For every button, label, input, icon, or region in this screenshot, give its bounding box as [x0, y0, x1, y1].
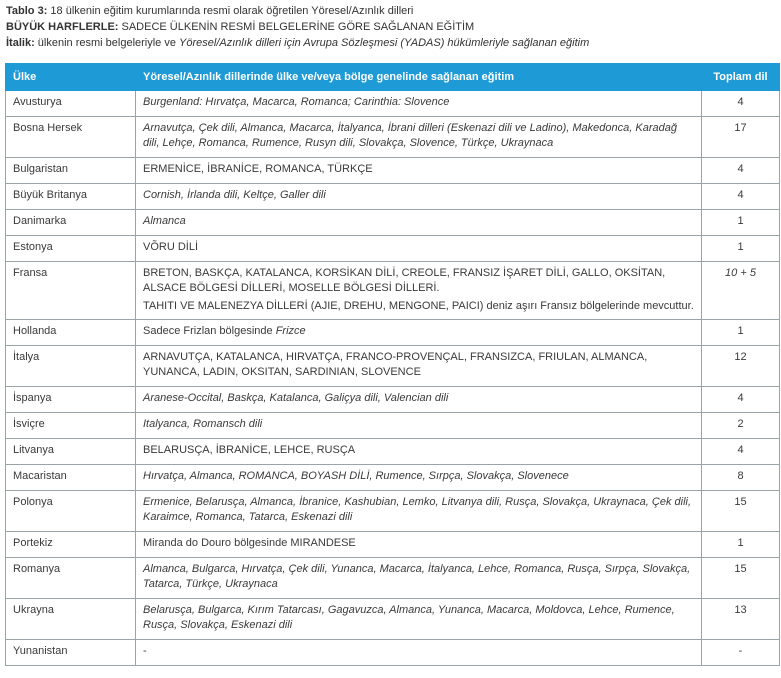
table-row	[6, 532, 780, 558]
cell-total: 15	[702, 558, 780, 599]
table-row	[6, 346, 780, 387]
table-row	[6, 491, 780, 532]
cell-education	[136, 320, 702, 346]
caption-legend-caps-label: BÜYÜK HARFLERLE:	[6, 21, 119, 33]
cell-total: 1	[702, 236, 780, 262]
cell-country: Bosna Hersek	[6, 117, 136, 158]
cell-country: Büyük Britanya	[6, 184, 136, 210]
caption-legend-italic-text-b: Yöresel/Azınlık dilleri için Avrupa Sözleşmesi (YADAS) hükümleriyle sağlanan eğitim	[179, 37, 590, 49]
cell-education: Italyanca, Romansch dili	[136, 413, 702, 439]
cell-country: Danimarka	[6, 210, 136, 236]
cell-country: Bulgaristan	[6, 158, 136, 184]
cell-education: Cornish, İrlanda dili, Keltçe, Galler dili	[136, 184, 702, 210]
cell-education-part-b: TAHITI VE MALENEZYA DİLLERİ (AJIE, DREHU, MENGONE, PAICI) deniz aşırı Fransız bölgelerinde mevcuttur.	[143, 300, 694, 312]
cell-country: Ukrayna	[6, 599, 136, 640]
cell-country: Hollanda	[6, 320, 136, 346]
cell-total: 15	[702, 491, 780, 532]
cell-education-part-a: Sadece Frizlan bölgesinde	[143, 325, 276, 337]
cell-education: Belarusça, Bulgarca, Kırım Tatarcası, Gagavuzca, Almanca, Yunanca, Macarca, Moldovca, Lehce, Rumence, Rusça, Slovakça, Eskenazi dili	[136, 599, 702, 640]
table-row	[6, 117, 780, 158]
cell-total: 13	[702, 599, 780, 640]
header-country: Ülke	[6, 64, 136, 91]
cell-education-part-b: Frizce	[275, 325, 306, 337]
table-row	[6, 210, 780, 236]
cell-total: -	[702, 640, 780, 666]
cell-total: 17	[702, 117, 780, 158]
cell-country: İspanya	[6, 387, 136, 413]
cell-country: Romanya	[6, 558, 136, 599]
cell-country: Polonya	[6, 491, 136, 532]
cell-total: 4	[702, 439, 780, 465]
cell-education: -	[136, 640, 702, 666]
cell-country: İtalya	[6, 346, 136, 387]
table-row	[6, 599, 780, 640]
table-row	[6, 439, 780, 465]
caption-line-2	[6, 19, 777, 35]
table-row	[6, 465, 780, 491]
table-row	[6, 158, 780, 184]
table-row	[6, 387, 780, 413]
cell-education	[136, 262, 702, 320]
cell-total: 8	[702, 465, 780, 491]
cell-education: Almanca	[136, 210, 702, 236]
cell-country: İsviçre	[6, 413, 136, 439]
table-row	[6, 640, 780, 666]
cell-education: ARNAVUTÇA, KATALANCA, HIRVATÇA, FRANCO-PROVENÇAL, FRANSIZCA, FRIULAN, ALMANCA, YUNANCA, LADIN, OKSITAN, SARDINIAN, SLOVENCE	[136, 346, 702, 387]
cell-total: 4	[702, 387, 780, 413]
cell-education: Miranda do Douro bölgesinde MIRANDESE	[136, 532, 702, 558]
cell-education: Almanca, Bulgarca, Hırvatça, Çek dili, Yunanca, Macarca, İtalyanca, Lehce, Romanca, Rusça, Sırpça, Slovakça, Tatarca, Türkçe, Ukraynaca	[136, 558, 702, 599]
cell-country: Litvanya	[6, 439, 136, 465]
cell-total: 1	[702, 532, 780, 558]
cell-country: Estonya	[6, 236, 136, 262]
table-caption	[0, 0, 781, 51]
cell-country: Fransa	[6, 262, 136, 320]
table-row	[6, 558, 780, 599]
table-row	[6, 413, 780, 439]
cell-country: Macaristan	[6, 465, 136, 491]
table-row	[6, 262, 780, 320]
cell-education: Aranese-Occital, Baskça, Katalanca, Galiçya dili, Valencian dili	[136, 387, 702, 413]
cell-total: 12	[702, 346, 780, 387]
cell-education: ERMENİCE, İBRANİCE, ROMANCA, TÜRKÇE	[136, 158, 702, 184]
cell-education: Burgenland: Hırvatça, Macarca, Romanca; Carinthia: Slovence	[136, 91, 702, 117]
cell-total: 4	[702, 184, 780, 210]
caption-line-1	[6, 3, 777, 19]
cell-education: VÕRU DİLİ	[136, 236, 702, 262]
header-total: Toplam dil	[702, 64, 780, 91]
cell-education: BELARUSÇA, İBRANİCE, LEHCE, RUSÇA	[136, 439, 702, 465]
caption-legend-italic-label: İtalik:	[6, 37, 35, 49]
table-row	[6, 91, 780, 117]
cell-education-part-a: BRETON, BASKÇA, KATALANCA, KORSİKAN DİLİ, CREOLE, FRANSIZ İŞARET DİLİ, GALLO, OKSİTAN, ALSACE BÖLGESİ DİLLERİ, MOSELLE BÖLGESİ DİLLERİ.	[143, 267, 666, 294]
cell-education: Hırvatça, Almanca, ROMANCA, BOYASH DİLİ, Rumence, Sırpça, Slovakça, Slovenece	[136, 465, 702, 491]
cell-total: 1	[702, 210, 780, 236]
caption-label: Tablo 3:	[6, 5, 48, 17]
cell-total: 4	[702, 158, 780, 184]
cell-total: 4	[702, 91, 780, 117]
cell-country: Avusturya	[6, 91, 136, 117]
cell-country: Yunanistan	[6, 640, 136, 666]
caption-legend-caps-text: SADECE ÜLKENİN RESMİ BELGELERİNE GÖRE SAĞLANAN EĞİTİM	[118, 21, 475, 33]
cell-country: Portekiz	[6, 532, 136, 558]
header-education: Yöresel/Azınlık dillerinde ülke ve/veya bölge genelinde sağlanan eğitim	[136, 64, 702, 91]
table-header-row	[6, 64, 780, 91]
cell-total: 10 + 5	[702, 262, 780, 320]
languages-table	[5, 63, 780, 666]
caption-legend-italic-text-a: ülkenin resmi belgeleriyle ve	[34, 37, 180, 49]
cell-education: Ermenice, Belarusça, Almanca, İbranice, Kashubian, Lemko, Litvanya dili, Rusça, Slovakça, Ukraynaca, Çek dili, Karaimce, Romanca, Tatarca, Eskenazi dili	[136, 491, 702, 532]
caption-title: 18 ülkenin eğitim kurumlarında resmi olarak öğretilen Yöresel/Azınlık dilleri	[47, 5, 414, 17]
table-row	[6, 320, 780, 346]
caption-line-3	[6, 35, 777, 51]
table-row	[6, 236, 780, 262]
cell-education: Arnavutça, Çek dili, Almanca, Macarca, İtalyanca, İbrani dilleri (Eskenazi dili ve Ladino), Makedonca, Karadağ dili, Lehçe, Romanca, Rumence, Rusyn dili, Slovakça, Slovence, Türkçe, Ukraynaca	[136, 117, 702, 158]
cell-total: 1	[702, 320, 780, 346]
table-row	[6, 184, 780, 210]
cell-total: 2	[702, 413, 780, 439]
